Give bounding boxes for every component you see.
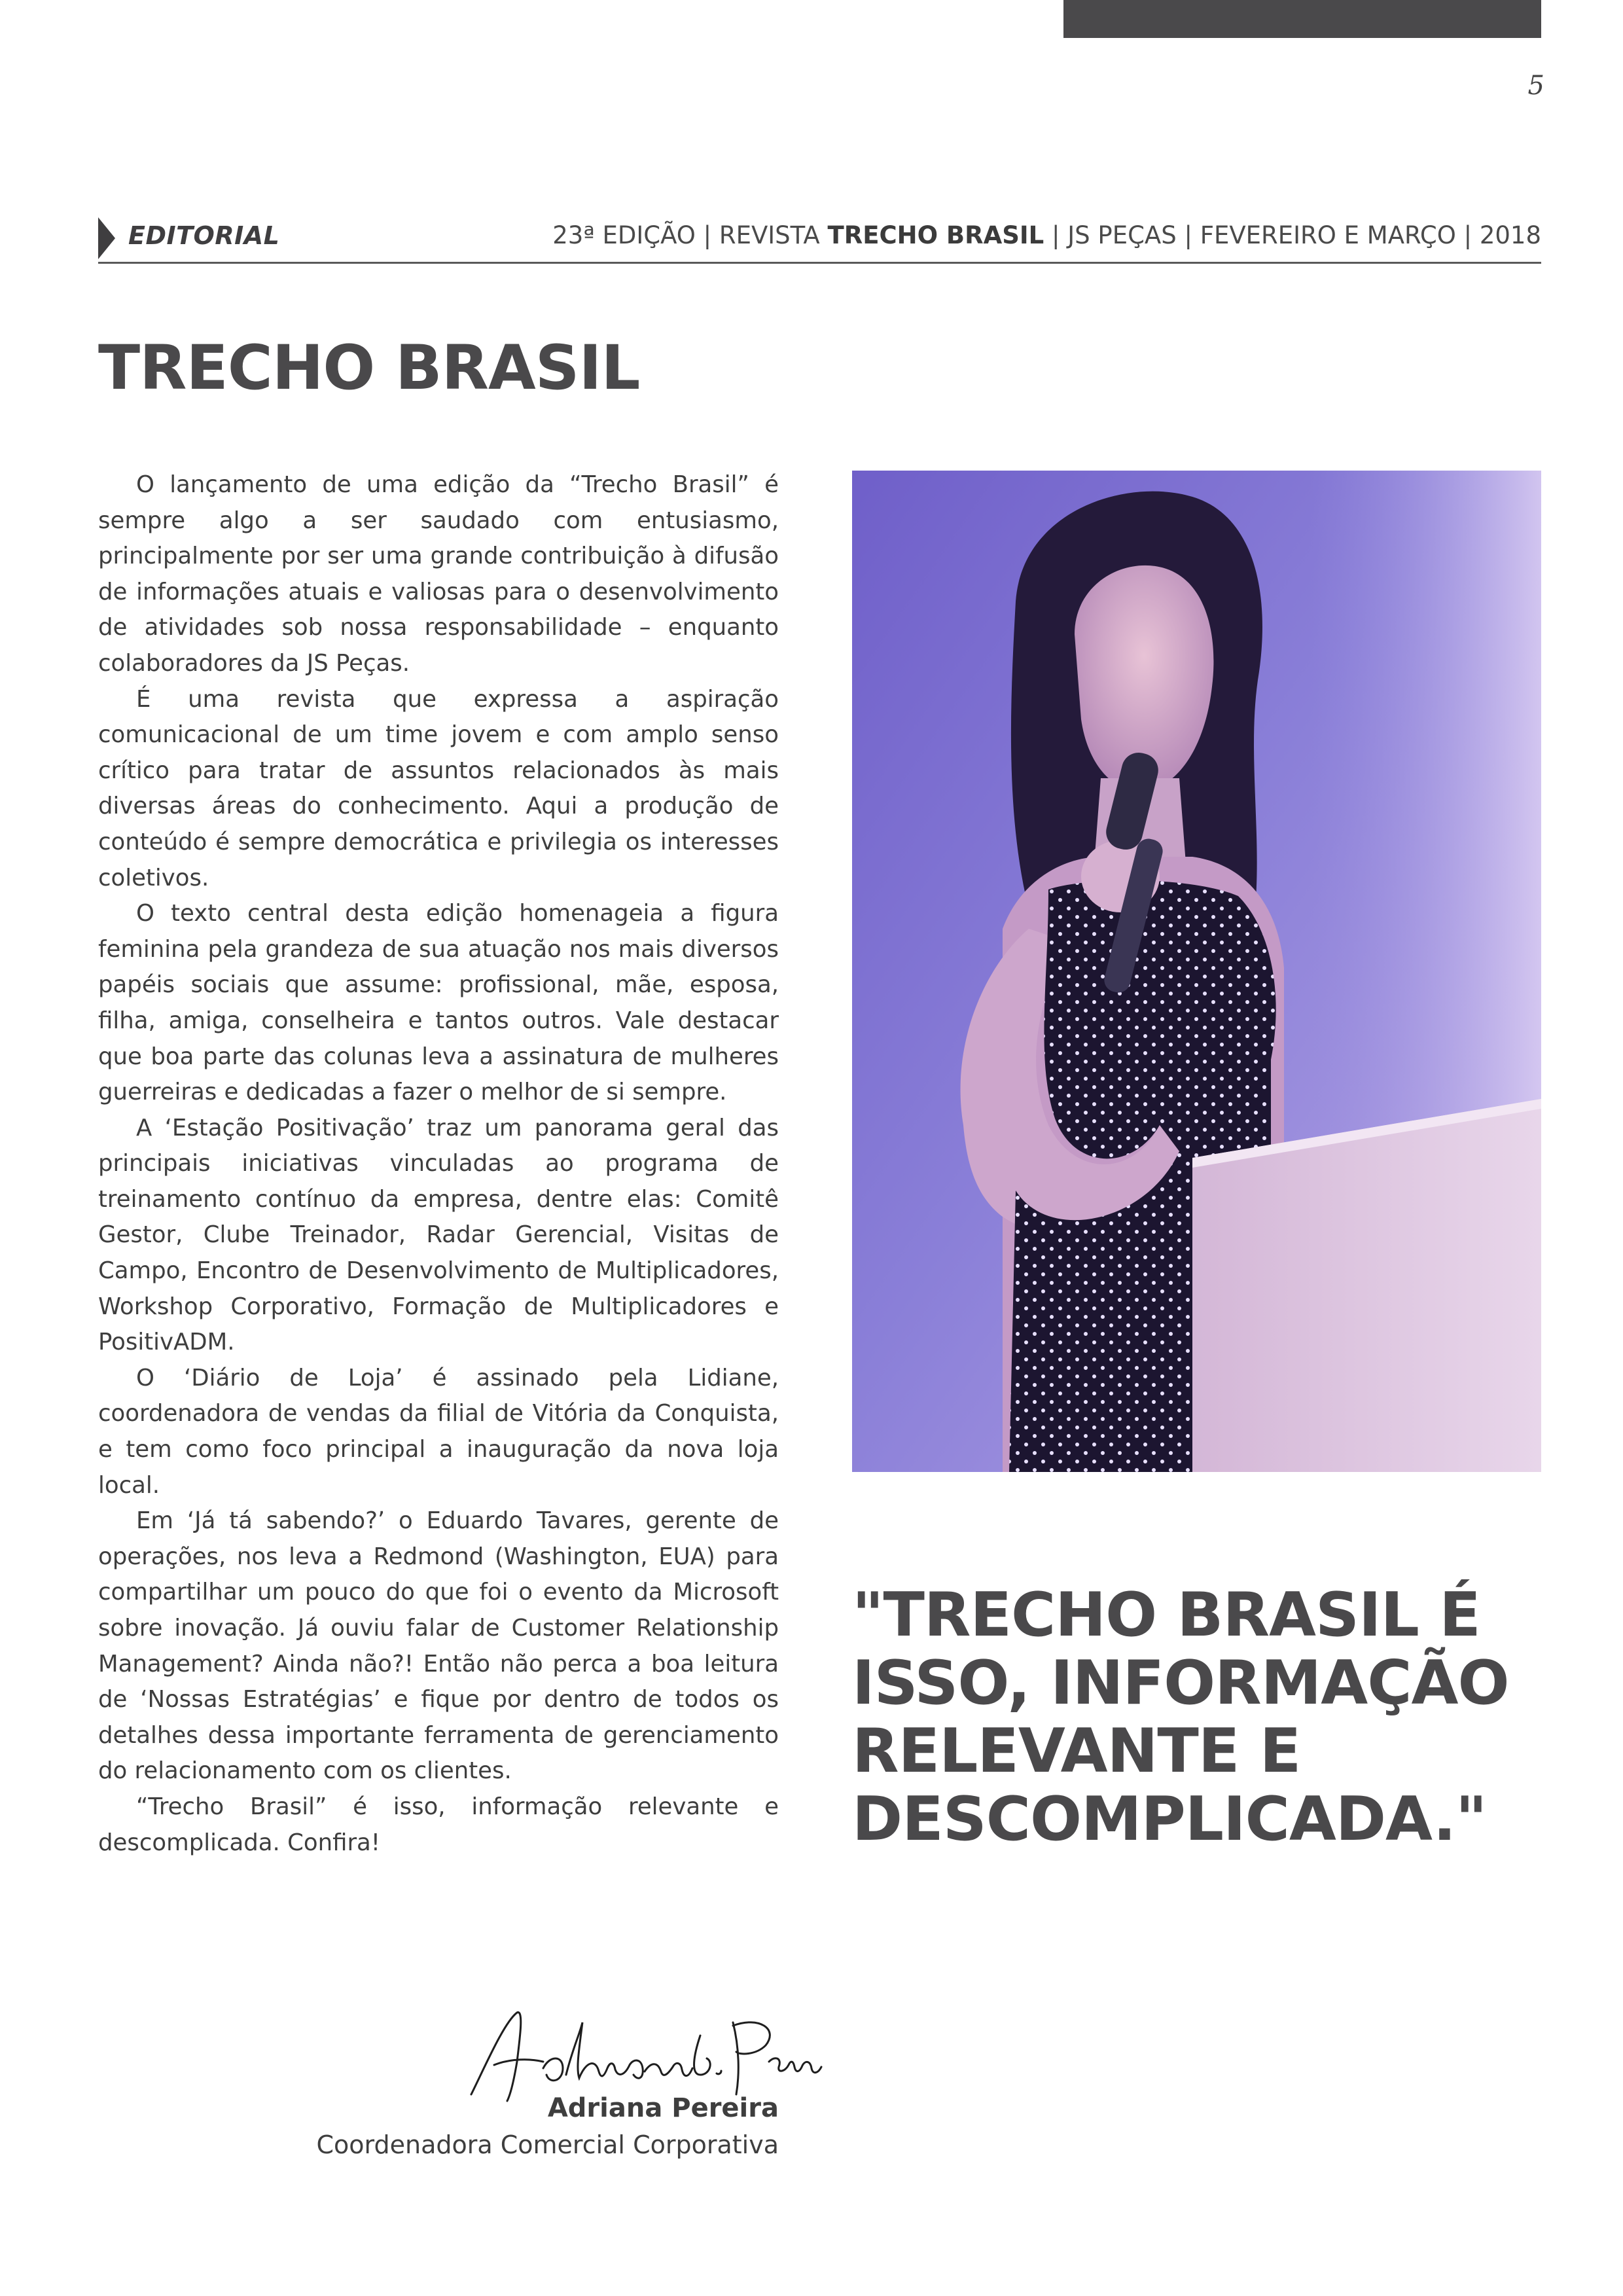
article-paragraph: Em ‘Já tá sabendo?’ o Eduardo Tavares, gerente de operações, nos leva a Redmond (Washington, EUA) para compartilhar um pouco do que foi o evento da Microsoft sobre inovação. Já ouviu falar de Customer Relationship Management? Ainda não?! Então não perca a boa leitura de ‘Nossas Estratégias’ e fique por dentro de todos os detalhes dessa importante ferramenta de gerenciamento do relacionamento com os clientes. xyxy=(98,1507,779,1785)
article-title: TRECHO BRASIL xyxy=(98,332,640,404)
article-paragraph: O texto central desta edição homenageia a figura feminina pela grandeza de sua atuação nos mais diversos papéis sociais que assume: profissional, mãe, esposa, filha, amiga, conselheira e tantos outros. Vale destacar que boa parte das colunas leva a assinatura de mulheres guerreiras e dedicadas a fazer o melhor de si sempre. xyxy=(98,900,779,1106)
article-paragraph: O lançamento de uma edição da “Trecho Brasil” é sempre algo a ser saudado com entusiasmo, principalmente por ser uma grande contribuição à difusão de informações atuais e valiosas para o desenvolvimento de atividades sob nossa responsabilidade – enquanto colaboradores da JS Peças. xyxy=(98,471,779,677)
page-number: 5 xyxy=(1527,71,1544,101)
article-body xyxy=(98,467,779,1861)
signer-role: Coordenadora Comercial Corporativa xyxy=(316,2130,779,2159)
signer-name: Adriana Pereira xyxy=(547,2093,779,2123)
section-label: EDITORIAL xyxy=(128,221,280,250)
edition-prefix: 23ª EDIÇÃO | REVISTA xyxy=(552,221,828,249)
article-paragraph: A ‘Estação Positivação’ traz um panorama geral das principais iniciativas vinculadas ao programa de treinamento contínuo da empresa, dentre elas: Comitê Gestor, Clube Treinador, Radar Gerencial, Visitas de Campo, Encontro de Desenvolvimento de Multiplicadores, Workshop Corporativo, Formação de Multiplicadores e PositivADM. xyxy=(98,1114,779,1356)
edition-info xyxy=(552,221,1541,249)
edition-magazine: TRECHO BRASIL xyxy=(827,221,1044,249)
speaker-photo xyxy=(852,471,1541,1472)
article-paragraph: O ‘Diário de Loja’ é assinado pela Lidiane, coordenadora de vendas da filial de Vitória da Conquista, e tem como foco principal a inauguração da nova loja local. xyxy=(98,1364,779,1499)
top-decorative-bar xyxy=(1063,0,1541,38)
article-paragraph: É uma revista que expressa a aspiração comunicacional de um time jovem e com amplo senso crítico para tratar de assuntos relacionados às mais diversas áreas do conhecimento. Aqui a produção de conteúdo é sempre democrática e privilegia os interesses coletivos. xyxy=(98,685,779,891)
section-arrow-icon xyxy=(98,217,115,259)
page-header xyxy=(98,216,1541,262)
header-divider xyxy=(98,262,1541,264)
article-paragraph: “Trecho Brasil” é isso, informação relevante e descomplicada. Confira! xyxy=(98,1793,779,1856)
pull-quote: "TRECHO BRASIL É ISSO, INFORMAÇÃO RELEVANTE E DESCOMPLICADA." xyxy=(852,1579,1509,1854)
edition-suffix: | JS PEÇAS | FEVEREIRO E MARÇO | 2018 xyxy=(1044,221,1541,249)
